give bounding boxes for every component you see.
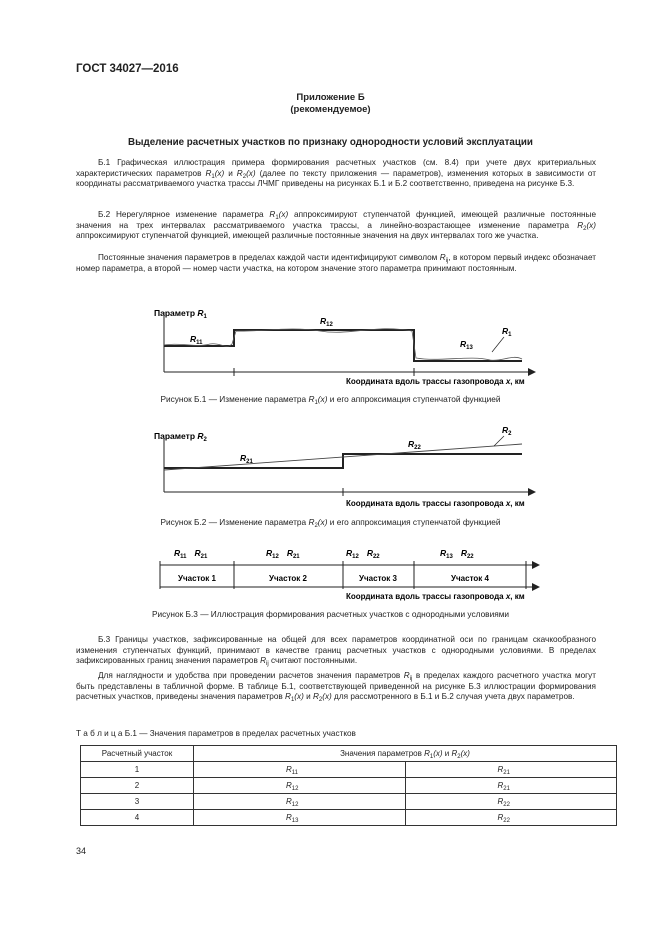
table-b1 — [80, 745, 617, 826]
figure-b2-param-label: Параметр $R_2$ — [154, 431, 207, 443]
figure-b3-pair-2: $R_{12}$ $R_{21}$ — [266, 548, 300, 560]
figure-b1-axis-arrow — [528, 368, 536, 376]
paragraph-b3: Б.3 Границы участков, зафиксированные на общей для всех параметров координатной оси по границам скачкообразного изменения ступенчатых функций, принимают в качестве границ расчетных участков с однородными условиями. В пределах зафиксированных границ значения параметров $R_{ij}$ считают постоянными. — [76, 635, 596, 668]
figure-b3-section-2: Участок 2 — [269, 574, 307, 583]
table-cell-r1: $R_{13}$ — [194, 810, 406, 826]
figure-b3-bottom-arrow — [532, 583, 540, 591]
table-cell-section: 4 — [81, 810, 194, 826]
figure-b3-pair-3: $R_{12}$ $R_{22}$ — [346, 548, 380, 560]
figure-b1-param-label: Параметр $R_1$ — [154, 308, 207, 320]
figure-b3-axis-label: Координата вдоль трассы газопровода x, км — [346, 592, 525, 601]
table-header-values: Значения параметров $R_1(x)$ и $R_2(x)$ — [194, 746, 617, 762]
figure-b3-section-4: Участок 4 — [451, 574, 489, 583]
figure-b3-section-3: Участок 3 — [359, 574, 397, 583]
annex-title — [60, 92, 601, 116]
table-cell-section: 3 — [81, 794, 194, 810]
table-caption: Т а б л и ц а Б.1 — Значения параметров в пределах расчетных участков — [76, 729, 356, 738]
table-row — [81, 778, 617, 794]
table-header-section: Расчетный участок — [81, 746, 194, 762]
table-cell-r1: $R_{12}$ — [194, 794, 406, 810]
table-row — [81, 794, 617, 810]
table-cell-r2: $R_{21}$ — [405, 762, 617, 778]
section-title: Выделение расчетных участков по признаку однородности условий эксплуатации — [128, 137, 533, 148]
annex-name: Приложение Б — [296, 92, 365, 103]
figure-b1-caption: Рисунок Б.1 — Изменение параметра $R_1(x)$ и его аппроксимация ступенчатой функцией — [160, 394, 501, 406]
paragraph-b1: Б.1 Графическая иллюстрация примера формирования расчетных участков (см. 8.4) при учете двух критериальных характеристических параметров $R_1(x)$ и $R_2(x)$ (далее по тексту приложения — параметров), изменения которых в зависимости от координаты рассматриваемого участка трассы ЛЧМГ приведены на рисунках Б.1 и Б.2 соответственно, приведена на рисунке Б.3. — [76, 158, 597, 189]
figure-b2-axis-label: Координата вдоль трассы газопровода x, км — [346, 499, 525, 508]
figure-b1-label-r1: $R_1$ — [502, 326, 512, 338]
figure-b1-label-r12: $R_{12}$ — [320, 316, 333, 328]
figure-b3-pair-1: $R_{11}$ $R_{21}$ — [174, 548, 208, 560]
figure-b1-axis-label: Координата вдоль трассы газопровода x, км — [346, 377, 525, 386]
table-cell-r1: $R_{11}$ — [194, 762, 406, 778]
figure-b3-pair-4: $R_{13}$ $R_{22}$ — [440, 548, 474, 560]
figure-b3-top-arrow — [532, 561, 540, 569]
figure-b3 — [150, 543, 550, 603]
table-row — [81, 810, 617, 826]
table-cell-r1: $R_{12}$ — [194, 778, 406, 794]
figure-b3-caption: Рисунок Б.3 — Иллюстрация формирования расчетных участков с однородными условиями — [151, 609, 510, 619]
document-header: ГОСТ 34027—2016 — [76, 63, 179, 75]
paragraph-b2: Б.2 Нерегулярное изменение параметра $R_1(x)$ аппроксимируют ступенчатой функцией, имеющей различные постоянные значения на трех интервалах рассматриваемого участка трассы, а линейно-возрастающее изменение параметра $R_2(x)$ аппроксимируют ступенчатой функцией, имеющей различные постоянные значения на двух интервалах того же участка. — [76, 210, 596, 241]
table-row — [81, 762, 617, 778]
paragraph-b3-cont: Для наглядности и удобства при проведении расчетов значения параметров $R_{ij}$ в пределах каждого расчетного участка могут быть представлены в табличной форме. В таблице Б.1, соответствующей приведенной на рисунке Б.3 иллюстрации формирования расчетных участков, приведены значения параметров $R_1(x)$ и $R_2(x)$ для рассмотренного в Б.1 и Б.2 случая учета двух параметров. — [76, 671, 596, 704]
table-header-row — [81, 746, 617, 762]
figure-b3-section-1: Участок 1 — [178, 574, 216, 583]
figure-b2 — [150, 424, 550, 512]
figure-b1-leader-line — [492, 337, 504, 352]
figure-b2-label-r22: $R_{22}$ — [408, 439, 421, 451]
figure-b1 — [150, 302, 550, 390]
annex-status: (рекомендуемое) — [290, 104, 371, 115]
figure-b1-label-r13: $R_{13}$ — [460, 339, 473, 351]
page-number: 34 — [76, 846, 87, 856]
figure-b2-label-r2: $R_2$ — [502, 425, 512, 437]
table-cell-section: 2 — [81, 778, 194, 794]
table-cell-section: 1 — [81, 762, 194, 778]
figure-b2-leader-line — [494, 436, 504, 446]
figure-b1-label-r11: $R_{11}$ — [190, 334, 203, 346]
figure-b2-caption: Рисунок Б.2 — Изменение параметра $R_2(x)$ и его аппроксимация ступенчатой функцией — [160, 517, 501, 529]
table-cell-r2: $R_{22}$ — [405, 794, 617, 810]
figure-b2-axis-arrow — [528, 488, 536, 496]
paragraph-b2-cont: Постоянные значения параметров в пределах каждой части идентифицируют символом $R_{ij}$, в котором первый индекс обозначает номер параметра, а второй — номер части участка, на котором значение этого параметра принимают постоянным. — [76, 253, 596, 273]
table-cell-r2: $R_{21}$ — [405, 778, 617, 794]
table-cell-r2: $R_{22}$ — [405, 810, 617, 826]
figure-b2-label-r21: $R_{21}$ — [240, 453, 253, 465]
